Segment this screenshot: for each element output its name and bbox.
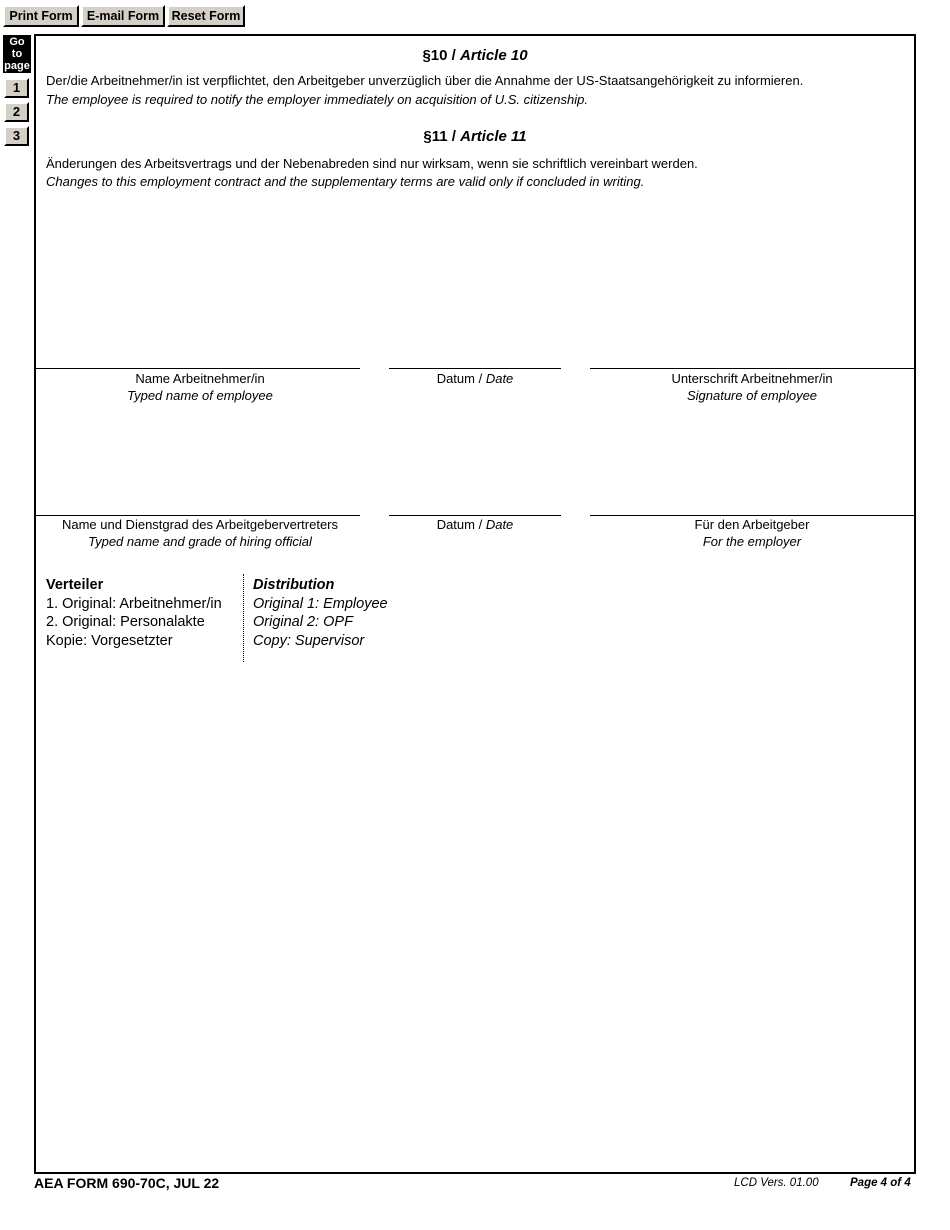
label-de: Für den Arbeitgeber — [694, 517, 810, 532]
employee-date-label — [389, 370, 561, 387]
distribution-title: Distribution — [253, 577, 335, 593]
article-11-text-en: Changes to this employment contract and the supplementary terms are valid only if concluded in writing. — [46, 174, 645, 189]
article-11-text-de: Änderungen des Arbeitsvertrags und der Nebenabreden sind nur wirksam, wenn sie schriftlich vereinbart werden. — [46, 156, 698, 171]
employee-name-label — [36, 370, 364, 404]
employer-name-label — [36, 516, 364, 550]
reset-form-button[interactable]: Reset Form — [167, 5, 245, 27]
distribution-title: Verteiler — [46, 577, 104, 593]
go-to-page-label — [3, 35, 31, 73]
employee-date-line[interactable] — [389, 368, 561, 369]
employee-signature-line[interactable] — [590, 368, 914, 369]
email-form-button[interactable]: E-mail Form — [81, 5, 165, 27]
distribution-item: 2. Original: Personalakte — [46, 614, 205, 630]
paragraph-number: §10 — [422, 47, 448, 64]
label-de: Name Arbeitnehmer/in — [135, 371, 265, 386]
label-en: Signature of employee — [686, 388, 818, 403]
employer-signature-label — [590, 516, 914, 550]
goto-page-1-button[interactable]: 1 — [4, 78, 29, 98]
label-separator: / — [474, 517, 486, 532]
article-10-text-en: The employee is required to notify the employer immediately on acquisition of U.S. citizenship. — [46, 92, 588, 107]
label-separator: / — [474, 371, 486, 386]
page-number: Page 4 of 4 — [850, 1177, 911, 1189]
label-de: Name und Dienstgrad des Arbeitgebervertreters — [61, 517, 339, 532]
distribution-divider — [243, 574, 244, 662]
distribution-item: 1. Original: Arbeitnehmer/in — [46, 595, 222, 612]
label-en: Date — [485, 517, 514, 532]
print-form-button[interactable]: Print Form — [3, 5, 79, 27]
distribution-item: Original 2: OPF — [253, 614, 353, 630]
label-de: Datum — [436, 517, 475, 532]
distribution-item: Original 1: Employee — [253, 595, 388, 612]
distribution-item: Copy: Supervisor — [253, 632, 365, 649]
goto-page-2-button[interactable]: 2 — [4, 102, 29, 122]
go-to-label-line: Go — [9, 36, 25, 48]
label-en: Date — [485, 371, 514, 386]
distribution-list-de — [46, 576, 222, 650]
heading-separator: / — [447, 128, 461, 145]
go-to-label-line: page — [4, 60, 30, 72]
label-en: For the employer — [702, 534, 802, 549]
employer-date-label — [389, 516, 561, 533]
label-de: Datum — [436, 371, 475, 386]
article-10-heading — [36, 47, 914, 64]
goto-page-3-button[interactable]: 3 — [4, 126, 29, 146]
article-title: Article 11 — [460, 128, 527, 145]
paragraph-number: §11 — [423, 128, 448, 145]
label-en: Typed name of employee — [127, 388, 273, 403]
distribution-item: Kopie: Vorgesetzter — [46, 632, 173, 649]
article-11-heading — [36, 128, 914, 145]
article-title: Article 10 — [460, 47, 528, 64]
employee-signature-label — [590, 370, 914, 404]
employee-name-line[interactable] — [36, 368, 360, 369]
version-label: LCD Vers. 01.00 — [734, 1177, 819, 1189]
distribution-list-en — [253, 576, 388, 650]
label-de: Unterschrift Arbeitnehmer/in — [671, 371, 833, 386]
heading-separator: / — [447, 47, 460, 64]
label-en: Typed name and grade of hiring official — [88, 534, 312, 549]
form-identifier: AEA FORM 690-70C, JUL 22 — [34, 1175, 220, 1191]
form-page — [34, 34, 916, 1174]
article-10-text-de: Der/die Arbeitnehmer/in ist verpflichtet, den Arbeitgeber unverzüglich über die Annahme der US-Staatsangehörigkeit zu informieren. — [46, 73, 804, 88]
go-to-label-line: to — [11, 48, 23, 60]
